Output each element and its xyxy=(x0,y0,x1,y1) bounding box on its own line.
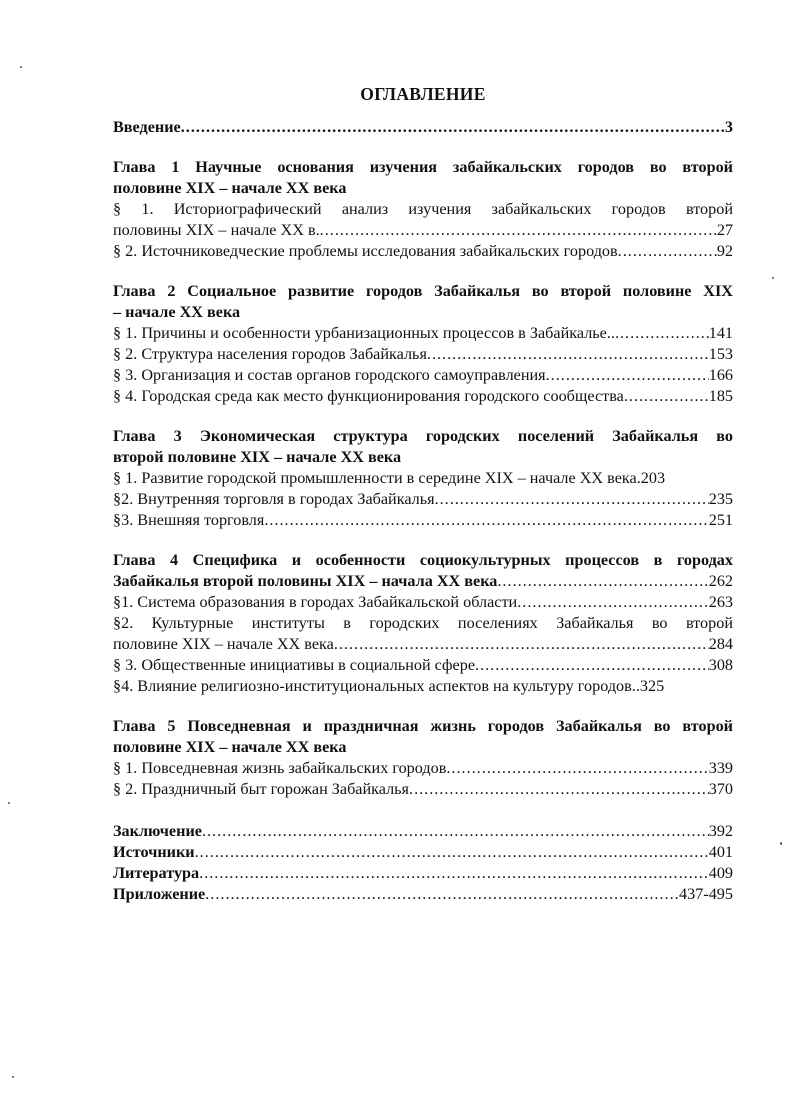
entry-label: § 1. Повседневная жизнь забайкальских городов xyxy=(113,759,447,777)
dot-leader xyxy=(199,863,709,884)
section-entry[interactable] xyxy=(113,758,733,779)
entry-label: § 1. Развитие городской промышленности в середине XIX – начале XX века. xyxy=(113,469,641,487)
dot-leader xyxy=(264,510,708,531)
chapter-1 xyxy=(113,157,733,262)
entry-label: §2. Внутренняя торговля в городах Забайкалья xyxy=(113,490,435,508)
entry-page: 153 xyxy=(708,345,733,363)
chapter-title[interactable]: Глава 5 Повседневная и праздничная жизнь городов Забайкалья во второй половине XIX – начале XX века xyxy=(113,717,733,756)
entry-label: Введение xyxy=(113,118,181,136)
entry-page: 437-495 xyxy=(679,885,733,903)
section-entry[interactable] xyxy=(113,510,733,531)
entry-label: Источники xyxy=(113,843,195,861)
dot-leader xyxy=(435,489,709,510)
entry-label: § 3. Общественные инициативы в социальной сфере xyxy=(113,656,475,674)
entry-label: § 2. Структура населения городов Забайкалья xyxy=(113,345,427,363)
entry-label: Заключение xyxy=(113,822,202,840)
entry-label: § 1. Причины и особенности урбанизационных процессов в Забайкалье.. xyxy=(113,324,615,342)
entry-page: 339 xyxy=(708,759,733,777)
dot-leader xyxy=(618,241,717,262)
dot-leader xyxy=(615,323,709,344)
entry-page: 185 xyxy=(708,387,733,405)
toc-entry-intro[interactable] xyxy=(113,117,733,138)
chapter-5 xyxy=(113,716,733,800)
entry-page: 401 xyxy=(708,843,733,861)
entry-label: §3. Внешняя торговля xyxy=(113,511,265,529)
entry-label: § 2. Источниковедческие проблемы исследования забайкальских городов xyxy=(113,242,618,260)
entry-page: 27 xyxy=(716,221,733,239)
dot-leader xyxy=(624,386,709,407)
entry-label: § 3. Организация и состав органов городского самоуправления xyxy=(113,366,546,384)
dot-leader xyxy=(517,592,709,613)
toc-entry-appendix[interactable] xyxy=(113,884,733,905)
back-matter xyxy=(113,821,733,905)
scan-speck xyxy=(780,842,782,845)
section-entry[interactable] xyxy=(113,676,733,697)
dot-leader xyxy=(195,842,709,863)
section-entry[interactable] xyxy=(113,241,733,262)
dot-leader xyxy=(546,365,709,386)
entry-page: 166 xyxy=(708,366,733,384)
entry-page: 251 xyxy=(708,511,733,529)
entry-page: 409 xyxy=(708,864,733,882)
entry-page: 141 xyxy=(708,324,733,342)
chapter-4 xyxy=(113,550,733,697)
entry-page: 392 xyxy=(708,822,733,840)
chapter-title[interactable]: Глава 3 Экономическая структура городских поселений Забайкалья во второй половине XIX – начале XX века xyxy=(113,427,733,466)
chapter-title[interactable]: Глава 2 Социальное развитие городов Забайкалья во второй половине XIX – начале XX века xyxy=(113,282,733,321)
scan-speck xyxy=(772,277,774,279)
dot-leader xyxy=(320,220,717,241)
scan-speck xyxy=(20,66,22,68)
entry-label: §4. Влияние религиозно-институциональных аспектов на культуру городов.. xyxy=(113,677,640,695)
entry-page: 235 xyxy=(708,490,733,508)
page-title: ОГЛАВЛЕНИЕ xyxy=(360,84,486,104)
toc-entry-literature[interactable] xyxy=(113,863,733,884)
section-entry[interactable] xyxy=(113,365,733,386)
entry-page: 325 xyxy=(639,677,665,695)
dot-leader xyxy=(475,655,709,676)
dot-leader xyxy=(409,779,709,800)
dot-leader xyxy=(205,884,679,905)
entry-label: Приложение xyxy=(113,885,206,903)
entry-page: 308 xyxy=(708,656,733,674)
section-entry[interactable] xyxy=(113,468,733,489)
entry-page: 262 xyxy=(708,572,733,590)
section-entry[interactable] xyxy=(113,655,733,676)
entry-page: 284 xyxy=(708,635,733,653)
chapter-3 xyxy=(113,426,733,531)
chapter-2 xyxy=(113,281,733,407)
section-entry[interactable] xyxy=(113,779,733,800)
section-entry[interactable] xyxy=(113,489,733,510)
table-of-contents xyxy=(113,84,733,905)
chapter-title[interactable]: Глава 4 Специфика и особенности социокультурных процессов в городах Забайкалья второй половины XIX – начала XX века ..... 262 xyxy=(113,550,733,592)
section-entry[interactable] xyxy=(113,323,733,344)
entry-label: половины XIX – начале XX в. xyxy=(113,221,320,239)
scan-speck xyxy=(12,1076,14,1078)
dot-leader xyxy=(334,634,709,655)
section-entry[interactable]: § 1. Историографический анализ изучения забайкальских городов второй половины XIX – начале XX в. ..... 27 xyxy=(113,199,733,241)
entry-page: 263 xyxy=(708,593,733,611)
section-entry[interactable] xyxy=(113,386,733,407)
entry-page: 370 xyxy=(708,780,733,798)
scan-speck xyxy=(8,802,10,804)
dot-leader xyxy=(497,571,708,592)
entry-label: §1. Система образования в городах Забайкальской области xyxy=(113,593,518,611)
section-entry[interactable]: §2. Культурные институты в городских поселениях Забайкалья во второй половине XIX – начале XX века ..... 284 xyxy=(113,613,733,655)
entry-page: 92 xyxy=(716,242,733,260)
entry-label: Литература xyxy=(113,864,200,882)
section-entry[interactable] xyxy=(113,592,733,613)
entry-label: § 4. Городская среда как место функционирования городского сообщества xyxy=(113,387,624,405)
dot-leader xyxy=(427,344,709,365)
dot-leader xyxy=(202,821,709,842)
chapter-title[interactable]: Глава 1 Научные основания изучения забайкальских городов во второй половине XIX – начале XX века xyxy=(113,158,733,197)
dot-leader xyxy=(446,758,708,779)
toc-entry-sources[interactable] xyxy=(113,842,733,863)
section-entry[interactable] xyxy=(113,344,733,365)
entry-page: 203 xyxy=(640,469,666,487)
dot-leader xyxy=(181,117,725,138)
entry-page: 3 xyxy=(724,118,733,136)
entry-label: половине XIX – начале XX века xyxy=(113,635,334,653)
entry-label: § 2. Праздничный быт горожан Забайкалья xyxy=(113,780,410,798)
toc-entry-conclusion[interactable] xyxy=(113,821,733,842)
